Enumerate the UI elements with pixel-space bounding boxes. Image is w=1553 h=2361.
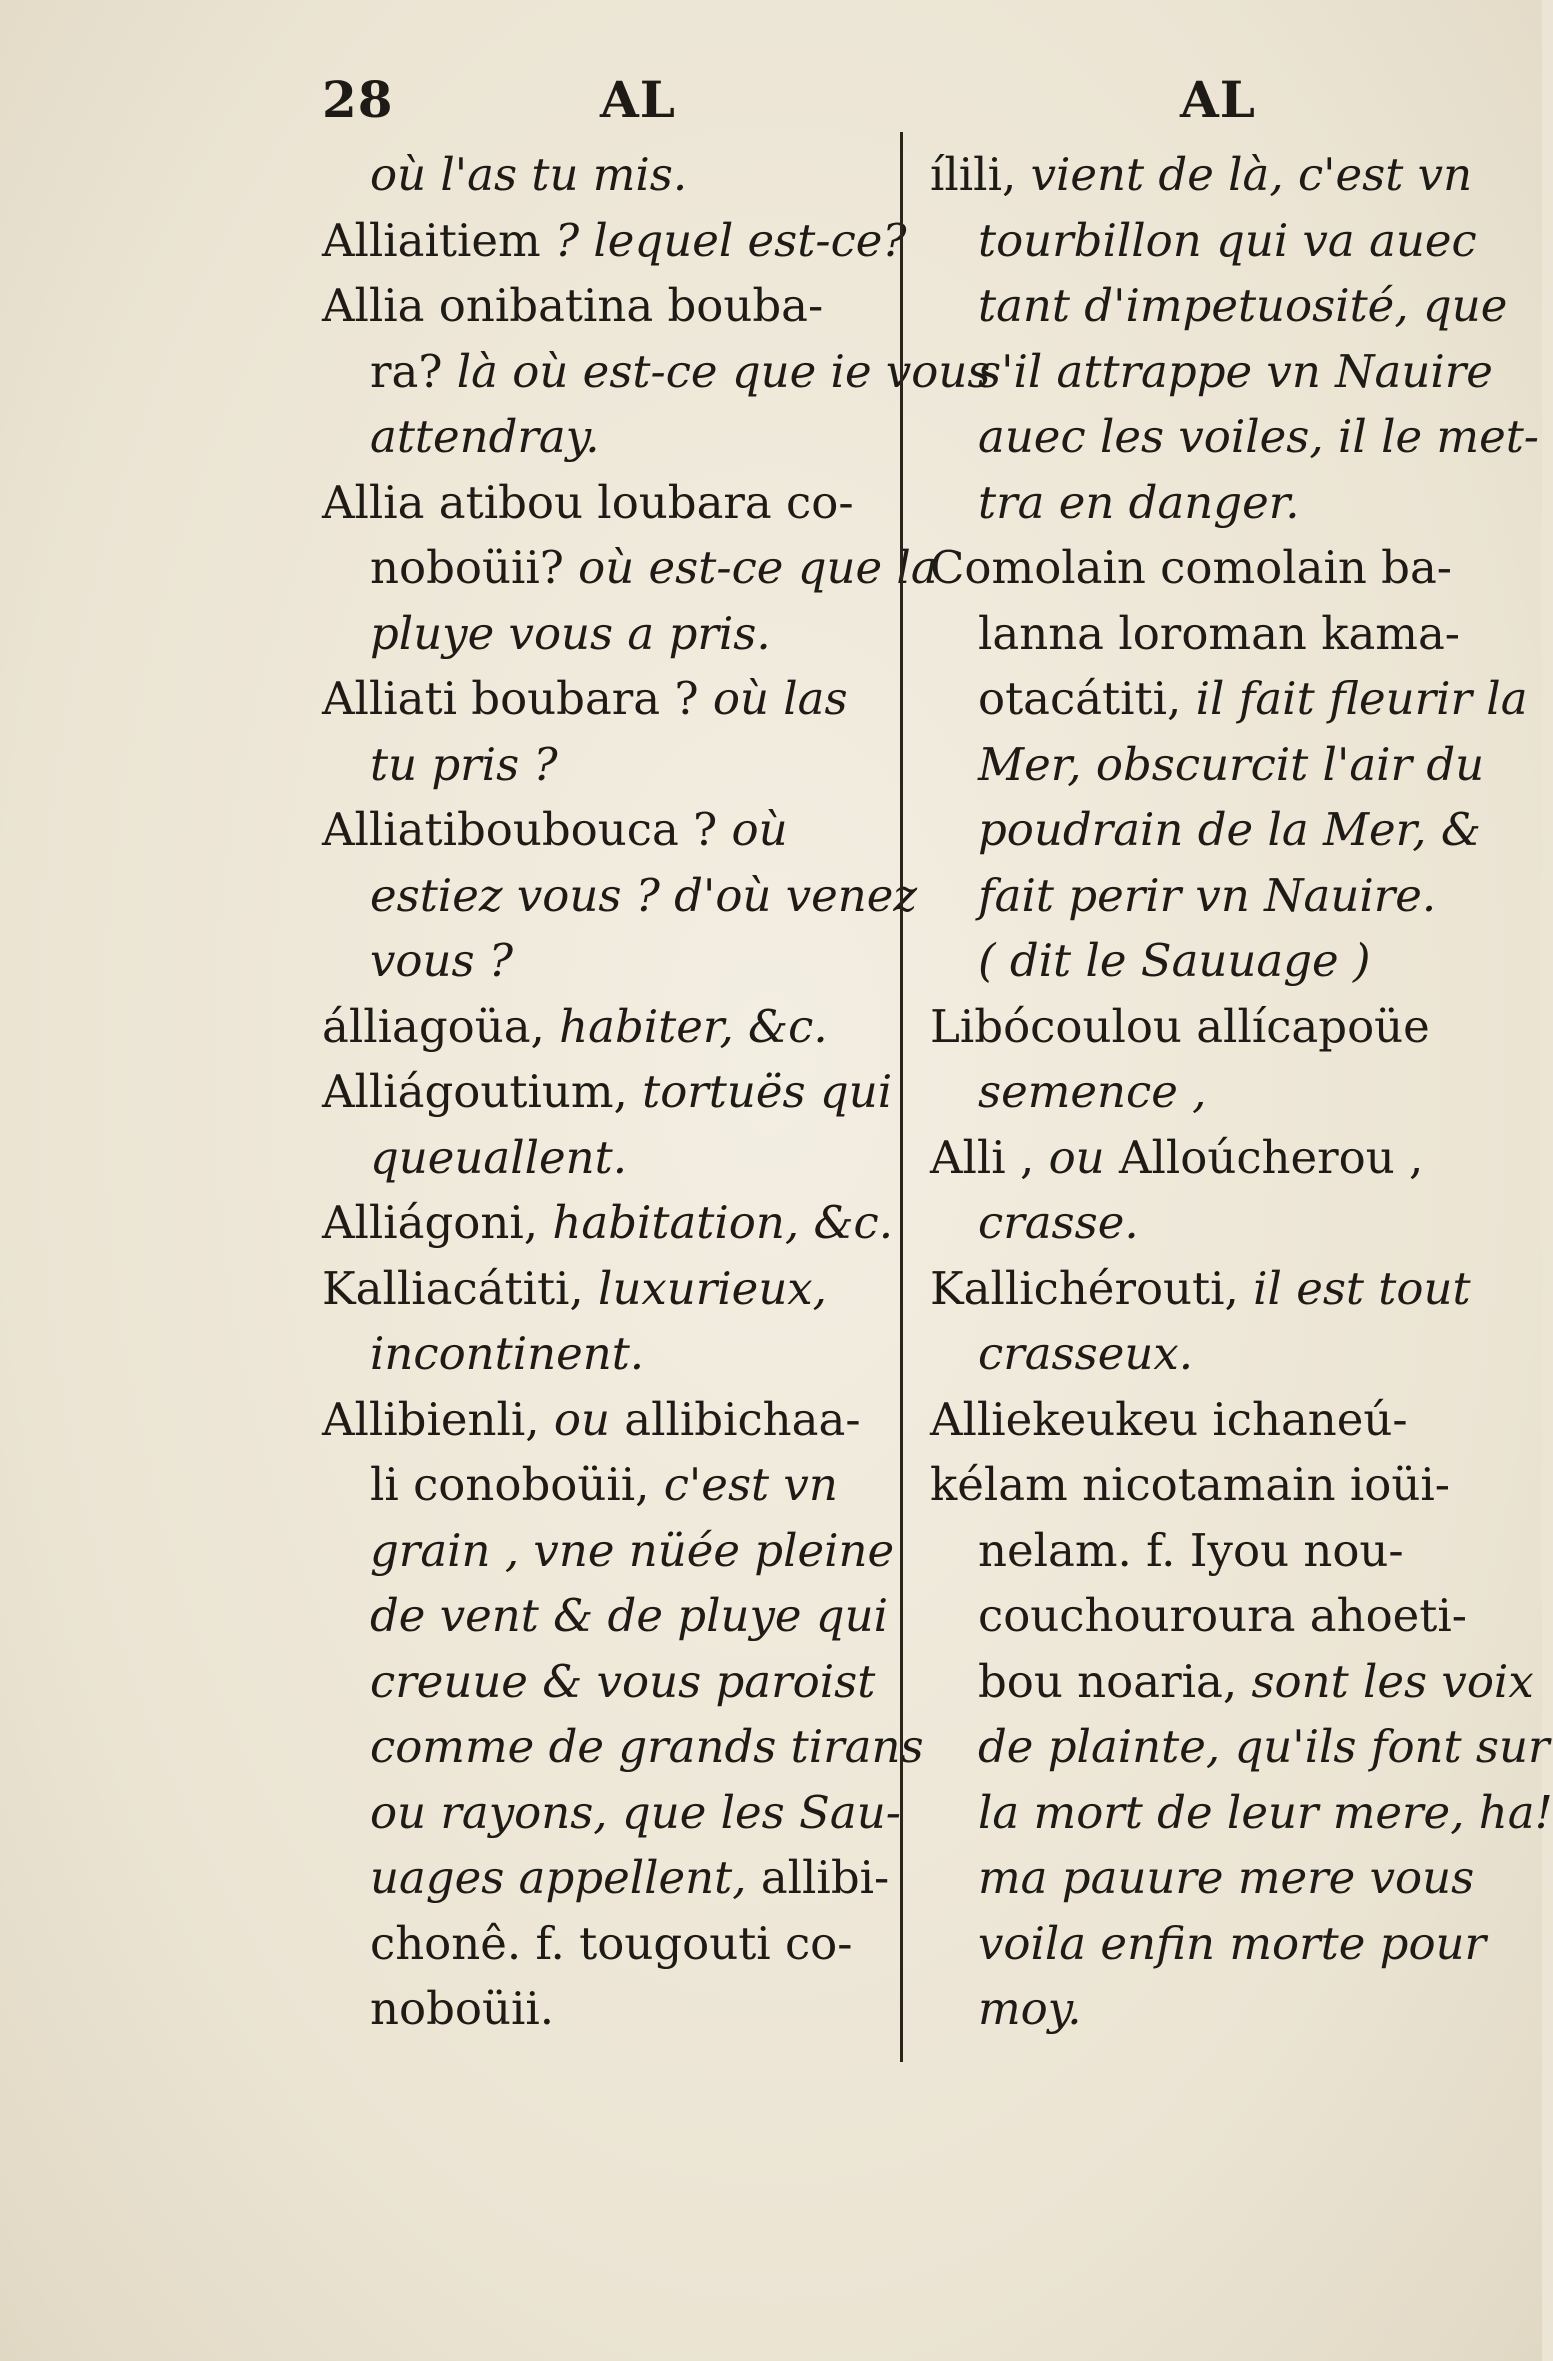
roman-text: Alliágoni, [322,1196,553,1249]
roman-text: allibi- [760,1851,890,1904]
dictionary-line [322,1321,912,1387]
dictionary-line [930,1256,1502,1322]
dictionary-line [322,1256,912,1322]
page-number: 28 [322,70,394,129]
dictionary-line [322,1387,912,1453]
roman-text: Alliatiboubouca ? [322,803,732,856]
roman-text: Alloúcherou , [1118,1130,1424,1184]
roman-text: Alliágoutium, [322,1065,643,1118]
italic-text: c'est vn [663,1458,838,1511]
dictionary-line [322,1780,912,1846]
dictionary-line [930,1583,1502,1649]
roman-text: Alliati boubara ? [322,672,713,725]
dictionary-line [322,1059,912,1125]
roman-text: allibichaa- [624,1392,861,1446]
italic-text: tortuës qui [642,1065,893,1118]
italic-text: queuallent. [370,1130,628,1184]
italic-text: ? lequel est-ce? [554,213,907,267]
italic-text: ( dit le Sauuage ) [978,934,1371,987]
italic-text: luxurieux, [598,1261,827,1315]
dictionary-line [930,208,1502,274]
italic-text: Mer, obscurcit l'air du [978,737,1485,791]
left-running-head: AL [600,70,676,129]
dictionary-line [322,1976,912,2042]
dictionary-line [322,470,912,536]
roman-text: ra? [370,344,457,398]
italic-text: ma pauure mere vous [978,1851,1475,1904]
roman-text: Libócoulou allícapoüe [930,999,1430,1053]
italic-text: moy. [978,1982,1082,2035]
dictionary-line [322,1714,924,1780]
dictionary-line [322,666,912,732]
italic-text: il est tout [1253,1261,1471,1315]
dictionary-line [930,1780,1553,1846]
italic-text: vous ? [370,934,514,987]
dictionary-line [930,470,1502,536]
dictionary-line [930,1649,1534,1715]
dictionary-line [322,1911,912,1977]
dictionary-line [930,339,1502,405]
dictionary-line [322,1845,912,1911]
dictionary-line [930,797,1502,863]
italic-text: de plainte, qu'ils font sur [978,1720,1550,1773]
italic-text: voila enfin morte pour [978,1916,1487,1970]
right-column [930,142,1553,2042]
italic-text: là où est-ce que ie vous [456,344,991,398]
italic-text: tant d'impetuosité, que [978,279,1508,332]
roman-text: Allibienli, [322,1392,554,1446]
roman-text: kélam nicotamain ioüi- [930,1458,1450,1511]
italic-text: s'il attrappe vn Nauire [978,344,1493,398]
dictionary-line [930,1321,1502,1387]
italic-text: uages appellent, [370,1851,761,1904]
italic-text: estiez vous ? d'où venez [370,868,918,922]
roman-text: Alliaitiem [322,213,555,267]
italic-text: habiter, &c. [559,999,828,1053]
roman-text: li conoboüii, [370,1458,664,1511]
italic-text: où las [712,672,848,725]
italic-text: la mort de leur mere, ha! [978,1785,1553,1839]
dictionary-line [930,273,1508,339]
roman-text: noboüii. [370,1982,555,2035]
dictionary-line [930,1976,1502,2042]
italic-text: comme de grands tirans [370,1720,924,1773]
italic-text: de vent & de pluye qui [370,1589,888,1642]
italic-text: semence , [978,1065,1207,1118]
roman-text: nelam. f. Iyou nou- [978,1523,1404,1577]
roman-text: otacátiti, [978,672,1196,725]
italic-text: ou [553,1392,625,1446]
roman-text: Allia atibou loubara co- [322,475,854,529]
italic-text: ou [1048,1130,1119,1184]
dictionary-line [322,535,938,601]
dictionary-line [930,928,1502,994]
dictionary-line [930,142,1502,208]
dictionary-line [930,1452,1502,1518]
dictionary-line [322,1649,912,1715]
dictionary-line [930,1387,1502,1453]
italic-text: grain , vne nüée pleine [370,1523,895,1577]
italic-text: tra en danger. [978,475,1300,529]
roman-text: Alliekeukeu ichaneú- [930,1392,1408,1446]
italic-text: crasse. [978,1196,1139,1249]
italic-text: incontinent. [370,1327,645,1380]
dictionary-line [322,928,912,994]
roman-text: couchouroura ahoeti- [978,1589,1467,1642]
italic-text: fait perir vn Nauire. [978,868,1437,922]
italic-text: ou rayons, que les Sau- [370,1785,901,1839]
column-divider [900,132,903,2062]
dictionary-line [322,273,912,339]
dictionary-line [322,1125,912,1191]
dictionary-line [930,732,1502,798]
dictionary-line [322,1452,912,1518]
italic-text: où est-ce que la [578,541,938,594]
roman-text: Kallichérouti, [930,1261,1254,1315]
roman-text: lanna loroman kama- [978,606,1460,660]
roman-text: álliagoüa, [322,999,560,1053]
roman-text: Allia onibatina bouba- [322,279,824,332]
dictionary-line [930,1125,1502,1191]
dictionary-line [322,797,912,863]
italic-text: vient de là, c'est vn [1030,148,1473,201]
roman-text: chonê. f. tougouti co- [370,1916,853,1970]
roman-text: Alli , [930,1130,1049,1184]
italic-text: tourbillon qui va auec [978,213,1477,267]
italic-text: attendray. [370,410,600,463]
dictionary-line [930,404,1540,470]
dictionary-line [930,535,1502,601]
dictionary-line [322,732,912,798]
dictionary-line [930,1714,1550,1780]
italic-text: où l'as tu mis. [370,148,688,201]
italic-text: creuue & vous paroist [370,1654,876,1708]
dictionary-line [930,1190,1502,1256]
italic-text: sont les voix [1251,1654,1534,1708]
italic-text: habitation, &c. [552,1196,894,1249]
dictionary-line [930,666,1528,732]
italic-text: poudrain de la Mer, & [978,803,1481,856]
roman-text: Comolain comolain ba- [930,541,1452,594]
dictionary-line [322,142,912,208]
dictionary-line [322,994,912,1060]
dictionary-line [930,994,1502,1060]
right-running-head: AL [1180,70,1256,129]
italic-text: pluye vous a pris. [370,606,771,660]
dictionary-line [322,339,991,405]
italic-text: crasseux. [978,1327,1194,1380]
italic-text: auec les voiles, il le met- [978,410,1540,463]
dictionary-line [930,1059,1502,1125]
italic-text: il fait fleurir la [1195,672,1528,725]
dictionary-line [930,1911,1502,1977]
dictionary-line [322,1518,912,1584]
dictionary-line [322,863,918,929]
dictionary-line [322,1190,912,1256]
dictionary-line [930,601,1502,667]
dictionary-line [930,863,1502,929]
dictionary-line [322,601,912,667]
dictionary-line [930,1518,1502,1584]
dictionary-line [322,404,912,470]
dictionary-line [322,208,912,274]
dictionary-line [322,1583,912,1649]
italic-text: où [731,803,788,856]
roman-text: Kalliacátiti, [322,1261,599,1315]
roman-text: bou noaria, [978,1654,1252,1708]
roman-text: noboüii? [370,541,579,594]
dictionary-line [930,1845,1502,1911]
roman-text: ílili, [930,148,1031,201]
italic-text: tu pris ? [370,737,558,791]
